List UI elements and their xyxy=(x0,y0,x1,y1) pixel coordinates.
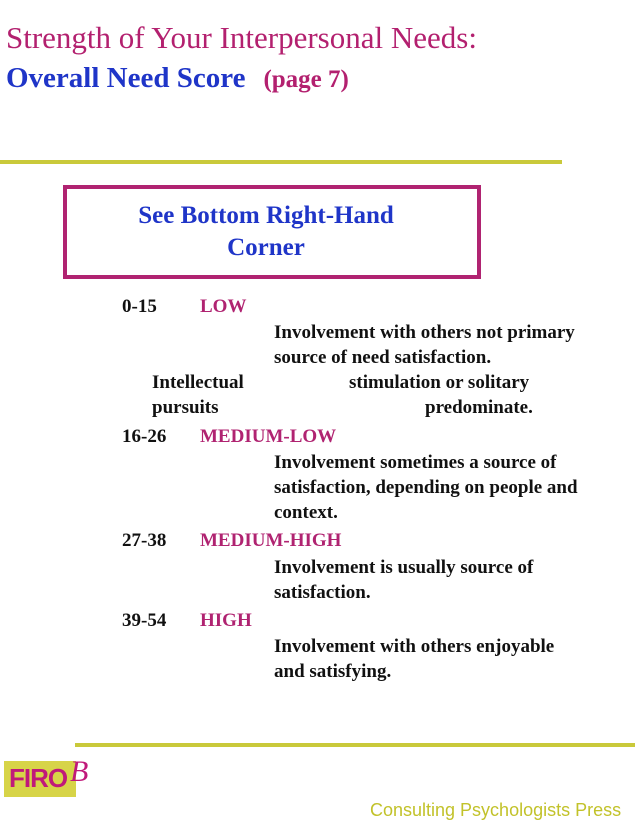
desc-low-extra-left2: pursuits xyxy=(152,397,219,418)
callout-line2: Corner xyxy=(227,234,305,261)
logo-suffix: B xyxy=(70,755,89,788)
level-low: LOW xyxy=(200,296,247,317)
subtitle: Overall Need Score xyxy=(6,62,246,94)
range-medium-high: 27-38 xyxy=(122,530,167,551)
top-divider xyxy=(0,160,562,164)
page-reference: (page 7) xyxy=(263,66,349,93)
level-high: HIGH xyxy=(200,610,252,631)
logo-text: FIRO xyxy=(9,763,68,793)
desc-medium-low-line1: Involvement sometimes a source of xyxy=(274,452,557,473)
level-medium-low: MEDIUM-LOW xyxy=(200,426,337,447)
range-medium-low: 16-26 xyxy=(122,426,167,447)
bottom-divider xyxy=(75,743,635,747)
desc-low-line2: source of need satisfaction. xyxy=(274,347,492,368)
desc-high-line2: and satisfying. xyxy=(274,661,392,682)
page-title-line1: Strength of Your Interpersonal Needs: xyxy=(6,20,477,55)
desc-low-line1: Involvement with others not primary xyxy=(274,322,575,343)
desc-medium-high-line1: Involvement is usually source of xyxy=(274,557,534,578)
level-medium-high: MEDIUM-HIGH xyxy=(200,530,342,551)
callout-text xyxy=(67,200,465,264)
desc-medium-low-line2: satisfaction, depending on people and xyxy=(274,477,578,498)
desc-medium-low-line3: context. xyxy=(274,502,338,523)
desc-high-line1: Involvement with others enjoyable xyxy=(274,636,555,657)
range-low: 0-15 xyxy=(122,296,157,317)
desc-low-extra-right2: predominate. xyxy=(425,397,533,418)
desc-medium-high-line2: satisfaction. xyxy=(274,582,371,603)
callout-line1: See Bottom Right-Hand xyxy=(138,202,394,229)
page-title-line2 xyxy=(6,62,349,95)
range-high: 39-54 xyxy=(122,610,167,631)
publisher-footer: Consulting Psychologists Press xyxy=(370,800,622,820)
desc-low-extra-right1: stimulation or solitary xyxy=(349,372,530,393)
desc-low-extra-left1: Intellectual xyxy=(152,372,244,393)
